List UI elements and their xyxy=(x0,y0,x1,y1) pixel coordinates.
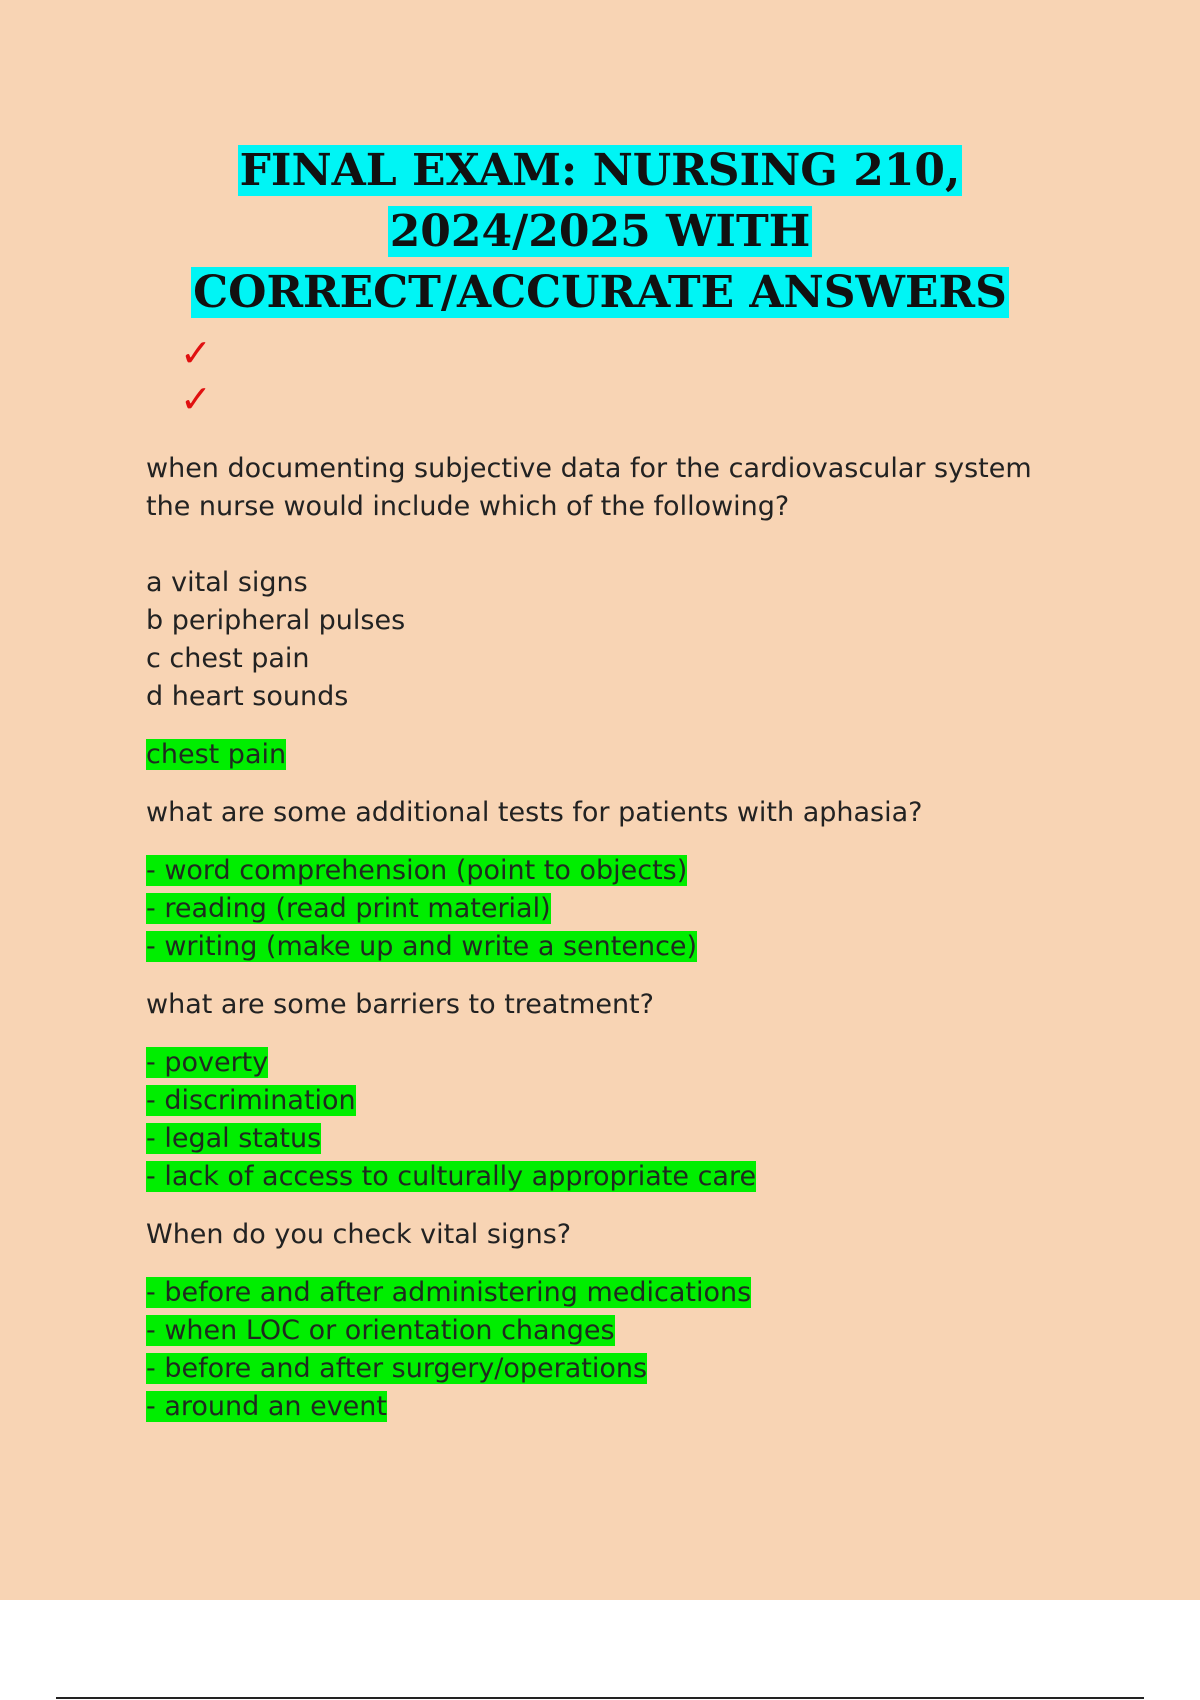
answer-line: - before and after surgery/operations xyxy=(146,1353,648,1384)
title-line: 2024/2025 WITH xyxy=(389,206,811,257)
answer-block xyxy=(146,1274,1106,1426)
answer-line: - reading (read print material) xyxy=(146,893,551,924)
answer-line: - before and after administering medications xyxy=(146,1277,752,1308)
question-text xyxy=(146,986,1106,1024)
question-line: what are some additional tests for patients with aphasia? xyxy=(146,797,923,828)
answer-block xyxy=(146,736,1106,774)
answer-line: - discrimination xyxy=(146,1085,356,1116)
question-line: the nurse would include which of the following? xyxy=(146,491,790,522)
option-item: b peripheral pulses xyxy=(146,605,406,636)
question-line: what are some barriers to treatment? xyxy=(146,989,654,1020)
answer-line: - poverty xyxy=(146,1047,269,1078)
option-item: c chest pain xyxy=(146,643,310,674)
answer-options xyxy=(146,564,1106,716)
answer-line: - writing (make up and write a sentence) xyxy=(146,931,698,962)
question-line: When do you check vital signs? xyxy=(146,1219,572,1250)
option-item: d heart sounds xyxy=(146,681,349,712)
answer-line: - lack of access to culturally appropriate care xyxy=(146,1161,757,1192)
question-line: when documenting subjective data for the cardiovascular system xyxy=(146,453,1032,484)
question-text xyxy=(146,794,1106,832)
checkmark-icon: ✓ xyxy=(180,331,212,375)
checkmark-list xyxy=(180,330,212,422)
checkmark-icon: ✓ xyxy=(180,377,212,421)
answer-line: - around an event xyxy=(146,1391,387,1422)
question-text xyxy=(146,1216,1106,1254)
title-line: FINAL EXAM: NURSING 210, xyxy=(239,145,961,196)
answer-line: - when LOC or orientation changes xyxy=(146,1315,615,1346)
footer-rule xyxy=(56,1697,1144,1699)
question-list xyxy=(146,450,1106,1426)
answer-block xyxy=(146,1044,1106,1196)
question-text xyxy=(146,450,1106,526)
answer-line: chest pain xyxy=(146,739,287,770)
title-line: CORRECT/ACCURATE ANSWERS xyxy=(193,267,1007,318)
answer-line: - legal status xyxy=(146,1123,322,1154)
answer-line: - word comprehension (point to objects) xyxy=(146,855,688,886)
answer-block xyxy=(146,852,1106,966)
document-title xyxy=(0,140,1200,323)
option-item: a vital signs xyxy=(146,567,308,598)
